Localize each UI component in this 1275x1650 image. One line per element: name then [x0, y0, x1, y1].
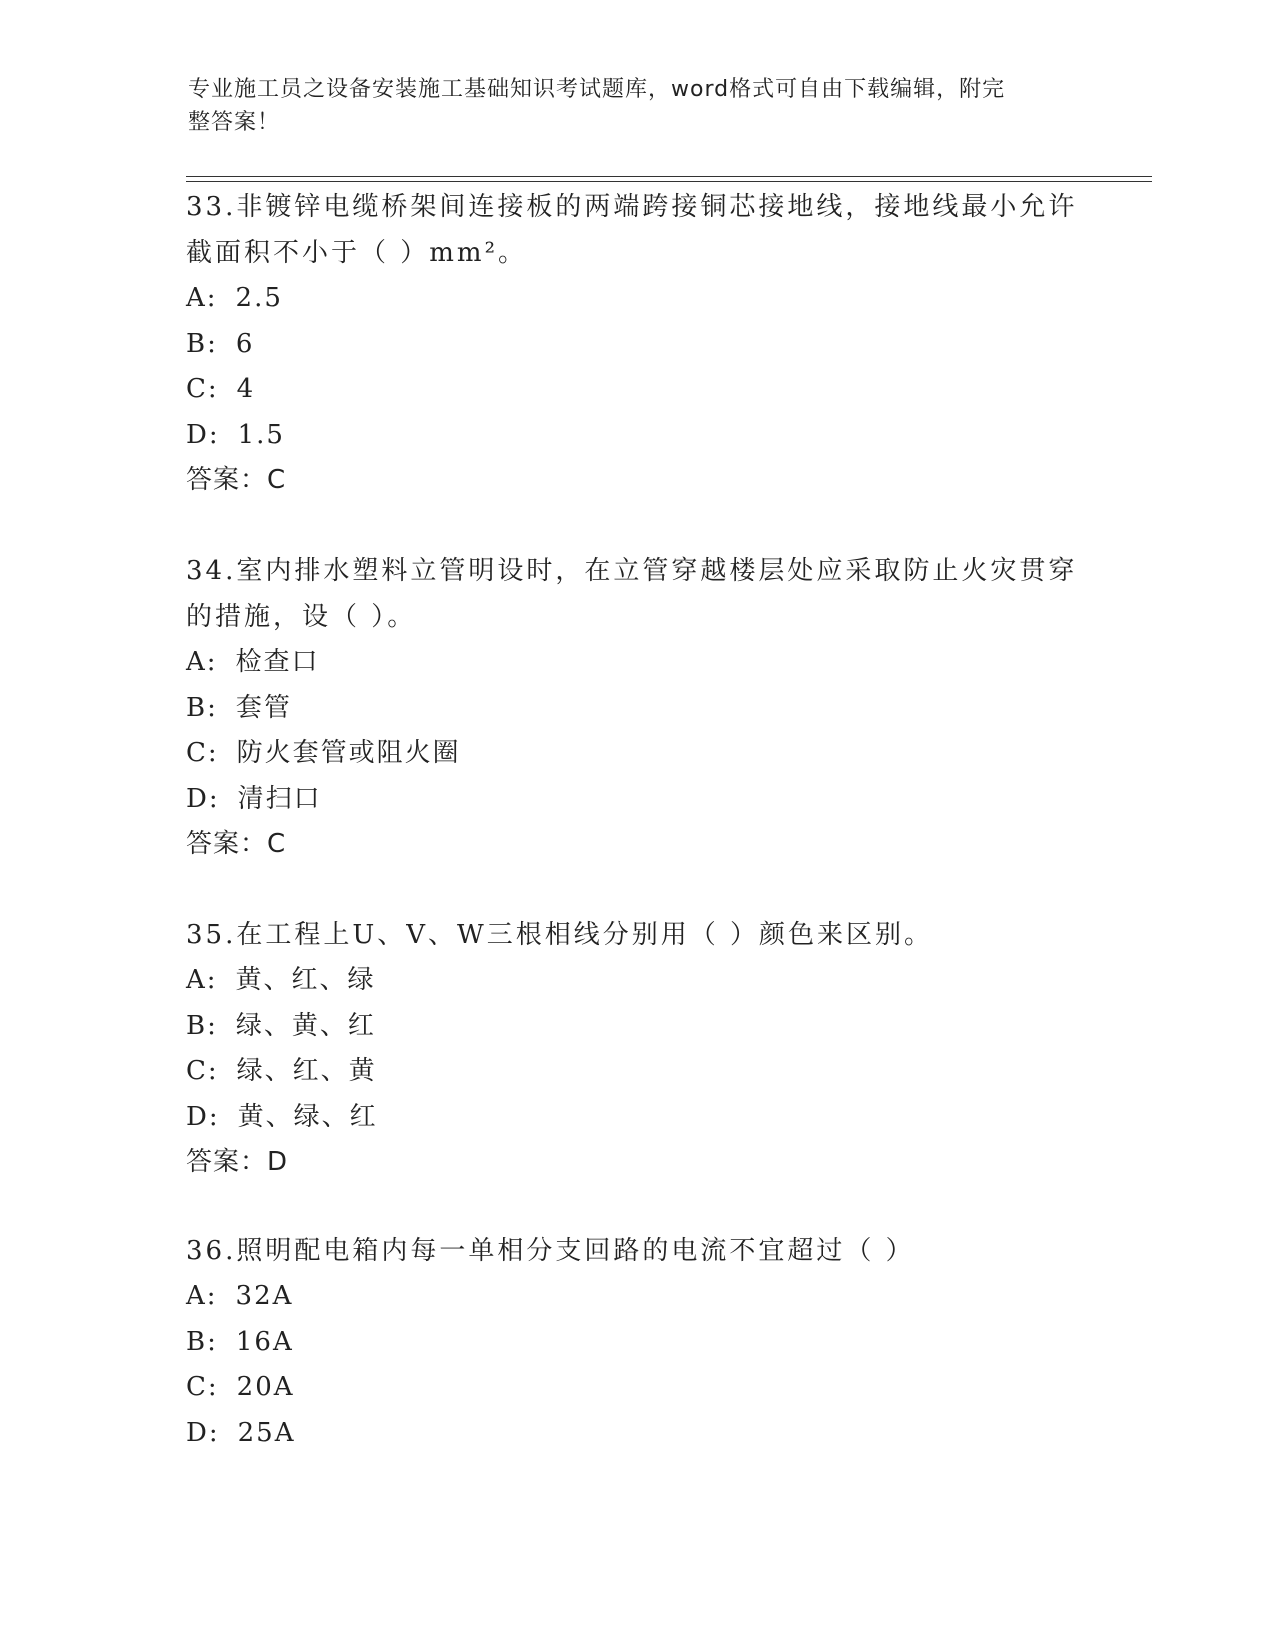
question-stem — [186, 912, 1086, 958]
option-letter: A: — [186, 1281, 218, 1311]
header-line-2: 整答案！ — [188, 110, 281, 135]
option-text: 25A — [237, 1417, 296, 1448]
question-36 — [186, 1228, 1086, 1456]
option-text: 防火套管或阻火圈 — [236, 738, 461, 768]
option-b — [186, 1004, 1086, 1050]
option-letter: A: — [186, 283, 218, 313]
header-divider-top — [186, 176, 1152, 177]
header-divider-bottom — [186, 181, 1152, 182]
option-text: 绿、红、黄 — [236, 1056, 377, 1086]
option-c — [186, 731, 1086, 777]
question-stem — [186, 548, 1086, 594]
question-text-line-2: 截面积不小于（ ）mm²。 — [186, 238, 527, 268]
option-text: 黄、红、绿 — [235, 965, 376, 995]
option-c — [186, 1365, 1086, 1411]
document-header — [188, 73, 1088, 139]
option-letter: C: — [186, 1372, 219, 1402]
option-b — [186, 322, 1086, 368]
option-text: 6 — [235, 328, 255, 359]
question-stem — [186, 184, 1086, 230]
answer-text: 答案：C — [186, 829, 287, 859]
option-d — [186, 777, 1086, 823]
option-letter: D: — [186, 419, 220, 450]
question-35 — [186, 912, 1086, 1184]
option-text: 16A — [235, 1326, 294, 1357]
option-d — [186, 1095, 1086, 1141]
option-b — [186, 1320, 1086, 1366]
question-text-line-2: 的措施，设（ ）。 — [186, 602, 417, 632]
option-text: 黄、绿、红 — [237, 1101, 378, 1132]
option-letter: A: — [186, 647, 218, 677]
option-a — [186, 640, 1086, 686]
option-c — [186, 1049, 1086, 1095]
answer-text: 答案：C — [186, 465, 287, 495]
option-c — [186, 367, 1086, 413]
option-letter: B: — [186, 1010, 218, 1041]
question-text-line-1: 照明配电箱内每一单相分支回路的电流不宜超过（ ） — [236, 1236, 915, 1266]
option-a — [186, 276, 1086, 322]
option-text: 套管 — [235, 692, 292, 723]
option-text: 检查口 — [235, 647, 320, 677]
option-d — [186, 1411, 1086, 1457]
option-letter: A: — [186, 965, 218, 995]
question-number: 35. — [186, 920, 237, 950]
answer-text: 答案：D — [186, 1147, 289, 1177]
option-letter: B: — [186, 328, 218, 359]
option-letter: C: — [186, 1056, 219, 1086]
question-33 — [186, 184, 1086, 502]
option-text: 1.5 — [237, 419, 285, 450]
option-text: 绿、黄、红 — [235, 1010, 376, 1041]
option-d — [186, 413, 1086, 459]
option-letter: D: — [186, 1417, 220, 1448]
option-letter: B: — [186, 1326, 218, 1357]
header-line-1: 专业施工员之设备安装施工基础知识考试题库，word格式可自由下载编辑，附完 — [188, 77, 1006, 102]
option-text: 32A — [235, 1281, 294, 1311]
question-text-line-1: 室内排水塑料立管明设时，在立管穿越楼层处应采取防止火灾贯穿 — [236, 556, 1078, 586]
option-letter: C: — [186, 374, 219, 404]
option-b — [186, 686, 1086, 732]
option-text: 20A — [236, 1372, 295, 1402]
option-text: 2.5 — [235, 283, 283, 313]
option-letter: D: — [186, 783, 220, 814]
option-text: 清扫口 — [237, 783, 322, 814]
option-text: 4 — [236, 374, 256, 404]
question-stem — [186, 1228, 1086, 1274]
question-34 — [186, 548, 1086, 866]
option-a — [186, 958, 1086, 1004]
question-number: 33. — [186, 192, 237, 222]
option-a — [186, 1274, 1086, 1320]
option-letter: B: — [186, 692, 218, 723]
question-number: 36. — [186, 1236, 237, 1266]
question-text-line-1: 在工程上U、V、W三根相线分别用（ ）颜色来区别。 — [236, 920, 934, 950]
question-number: 34. — [186, 556, 237, 586]
option-letter: C: — [186, 738, 219, 768]
option-letter: D: — [186, 1101, 220, 1132]
question-text-line-1: 非镀锌电缆桥架间连接板的两端跨接铜芯接地线，接地线最小允许 — [236, 192, 1078, 222]
